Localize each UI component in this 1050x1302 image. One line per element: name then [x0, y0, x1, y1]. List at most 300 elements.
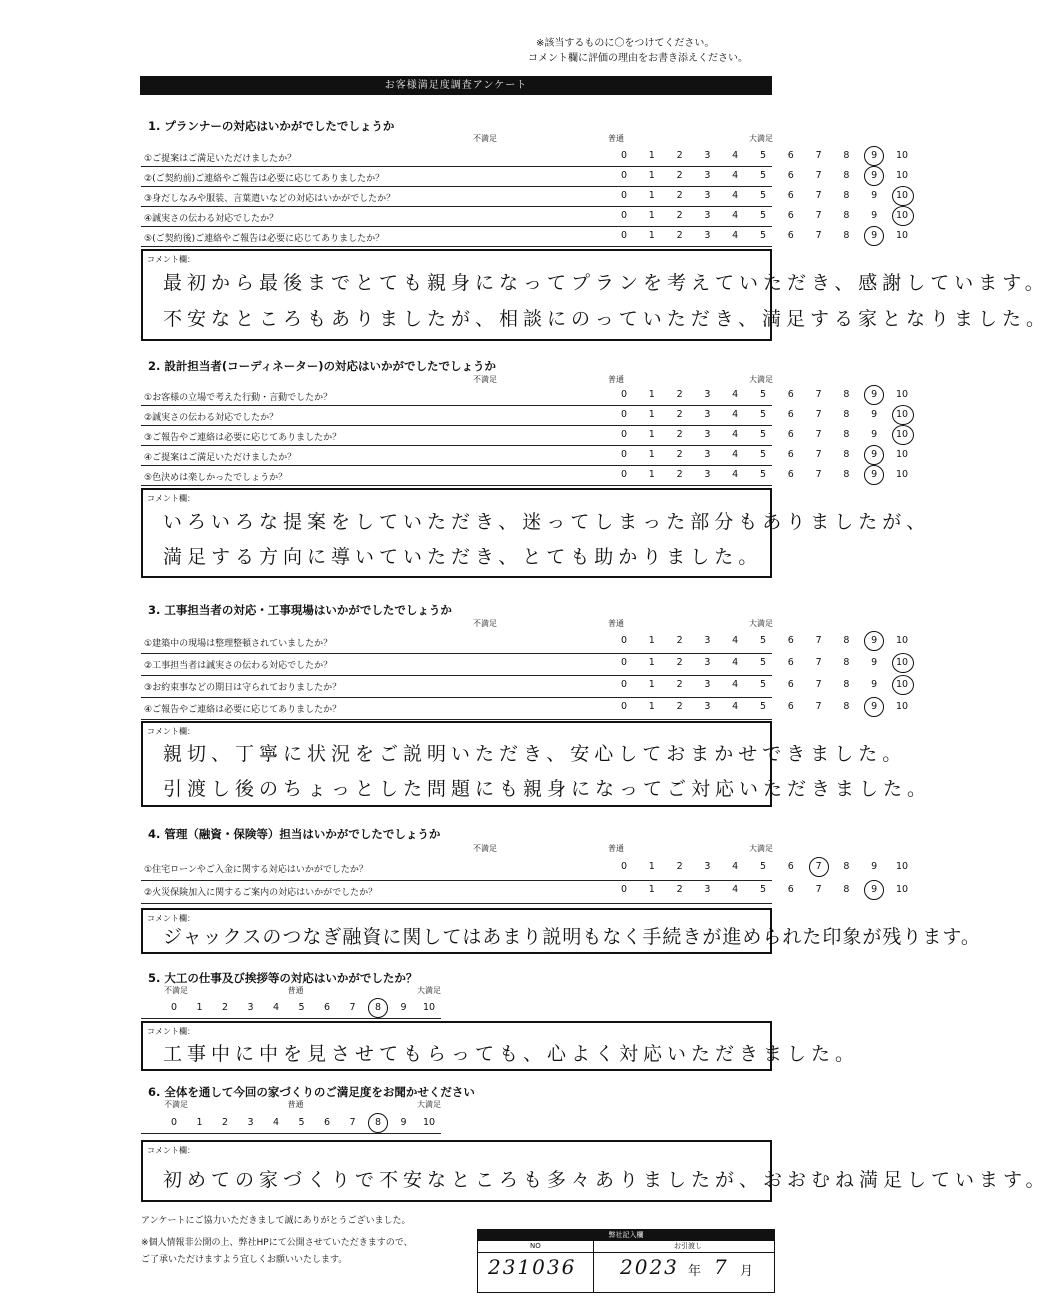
rating-option[interactable]: 2	[676, 389, 683, 400]
rating-option[interactable]: 9	[871, 230, 878, 241]
year-unit: 年	[688, 1264, 704, 1279]
rating-option[interactable]: 9	[871, 679, 878, 690]
instruction-note-circle: ※該当するものに〇をつけてください。	[536, 38, 715, 49]
rating-option[interactable]: 6	[787, 230, 794, 241]
office-use-labels	[478, 1241, 774, 1253]
comment-handwriting: 初めての家づくりで不安なところも多々ありましたが、おおむね満足しています。	[163, 1169, 1050, 1191]
rating-option[interactable]: 2	[676, 449, 683, 460]
question-row	[141, 445, 909, 466]
rating-option[interactable]: 2	[676, 884, 683, 895]
rating-option[interactable]: 7	[815, 429, 822, 440]
rating-option[interactable]: 10	[895, 429, 909, 440]
rating-option[interactable]: 4	[732, 409, 739, 420]
rating-option[interactable]: 8	[843, 701, 850, 712]
rating-option[interactable]: 9	[871, 861, 878, 872]
handover-label: お引渡し	[674, 1242, 702, 1250]
rating-option[interactable]: 10	[895, 861, 909, 872]
rating-option[interactable]: 8	[843, 190, 850, 201]
registration-number: 231036	[488, 1255, 577, 1279]
rating-option[interactable]: 0	[620, 190, 628, 201]
rating-scale	[611, 468, 911, 484]
rating-option[interactable]: 0	[620, 210, 628, 221]
rating-option[interactable]: 3	[704, 657, 711, 668]
rating-option[interactable]: 8	[843, 679, 850, 690]
rating-option[interactable]: 7	[815, 657, 822, 668]
rating-option[interactable]: 8	[843, 429, 850, 440]
rating-option[interactable]: 2	[676, 657, 683, 668]
rating-option[interactable]: 7	[815, 190, 822, 201]
rating-option[interactable]: 1	[648, 389, 655, 400]
comment-box	[141, 1140, 1050, 1202]
question-text: ①お客様の立場で考えた行動・言動でしたか？	[144, 393, 333, 403]
section-title: 4. 管理（融資・保険等）担当はいかがでしたでしょうか	[148, 827, 441, 841]
rating-scale	[611, 209, 911, 225]
rating-option[interactable]: 10	[895, 409, 909, 420]
rating-option[interactable]: 2	[676, 635, 683, 646]
rating-option[interactable]: 5	[759, 230, 767, 241]
rating-option[interactable]: 7	[815, 679, 822, 690]
rating-option[interactable]: 8	[843, 635, 850, 646]
selected-rating-circle	[864, 166, 884, 186]
rating-option[interactable]: 1	[196, 1002, 203, 1013]
rating-option[interactable]: 8	[843, 469, 850, 480]
rating-option[interactable]: 0	[620, 230, 628, 241]
rating-option[interactable]: 1	[196, 1117, 203, 1128]
comment-label: コメント欄：	[147, 1146, 195, 1155]
rating-option[interactable]: 0	[620, 469, 628, 480]
rating-option[interactable]: 3	[704, 150, 711, 161]
rating-option[interactable]: 7	[349, 1117, 356, 1128]
rating-option[interactable]: 10	[895, 210, 909, 221]
rating-option[interactable]: 2	[676, 701, 683, 712]
question-text: ④誠実さの伝わる対応でしたか？	[144, 214, 279, 224]
selected-rating-circle	[892, 425, 914, 445]
rating-option[interactable]: 7	[815, 230, 822, 241]
rating-option[interactable]: 5	[759, 190, 767, 201]
rating-option[interactable]: 10	[895, 679, 909, 690]
comment-handwriting: 最初から最後までとても親身になってプランを考えていただき、感謝しています。	[163, 272, 1049, 294]
selected-rating-circle	[892, 675, 914, 695]
rating-option[interactable]: 9	[871, 884, 878, 895]
rating-option[interactable]: 3	[704, 170, 711, 181]
scale-label-mid: 普通	[608, 134, 624, 143]
comment-handwriting: 工事中に中を見させてもらっても、心よく対応いただきました。	[163, 1043, 860, 1065]
rating-option[interactable]: 3	[704, 679, 711, 690]
scale-label-low: 不満足	[473, 375, 497, 384]
rating-option[interactable]: 6	[787, 469, 794, 480]
rating-option[interactable]: 4	[272, 1002, 280, 1013]
rating-option[interactable]: 2	[676, 679, 683, 690]
rating-option[interactable]: 5	[759, 884, 767, 895]
rating-option[interactable]: 1	[648, 861, 655, 872]
question-text: ⑤色決めは楽しかったでしょうか？	[144, 473, 288, 483]
rating-option[interactable]: 6	[787, 635, 794, 646]
rating-option[interactable]: 10	[422, 1002, 436, 1013]
rating-option[interactable]: 6	[787, 389, 794, 400]
rating-option[interactable]: 2	[676, 409, 683, 420]
rating-option[interactable]: 0	[620, 150, 628, 161]
rating-option[interactable]: 0	[620, 389, 628, 400]
rating-option[interactable]: 4	[732, 884, 739, 895]
selected-rating-circle	[864, 226, 884, 246]
rating-option[interactable]: 1	[648, 469, 655, 480]
rating-option[interactable]: 9	[871, 701, 878, 712]
rating-option[interactable]: 5	[298, 1002, 305, 1013]
selected-rating-circle	[864, 385, 884, 405]
comment-handwriting: 不安なところもありましたが、相談にのっていただき、満足する家となりました。	[163, 308, 1050, 330]
rating-option[interactable]: 0	[620, 657, 628, 668]
rating-option[interactable]: 10	[895, 657, 909, 668]
rating-option[interactable]: 3	[704, 884, 711, 895]
rating-option[interactable]: 4	[732, 230, 739, 241]
rating-option[interactable]: 8	[374, 1117, 382, 1128]
rating-option[interactable]: 10	[895, 469, 909, 480]
rating-option[interactable]: 2	[221, 1002, 229, 1013]
rating-option[interactable]: 10	[895, 190, 909, 201]
rating-option[interactable]: 4	[732, 861, 739, 872]
rating-option[interactable]: 7	[815, 389, 822, 400]
rating-option[interactable]: 1	[648, 409, 655, 420]
rating-option[interactable]: 1	[648, 701, 655, 712]
rating-option[interactable]: 3	[704, 635, 711, 646]
rating-option[interactable]: 2	[221, 1117, 229, 1128]
instruction-note-comment: コメント欄に評価の理由をお書き添えください。	[528, 53, 748, 64]
rating-scale	[611, 229, 911, 245]
rating-option[interactable]: 6	[787, 409, 794, 420]
office-use-divider	[593, 1241, 594, 1292]
rating-option[interactable]: 9	[871, 635, 878, 646]
comment-label: コメント欄：	[147, 255, 195, 264]
rating-option[interactable]: 6	[787, 884, 794, 895]
rating-option[interactable]: 9	[871, 409, 878, 420]
question-row	[141, 385, 909, 406]
comment-handwriting: 満足する方向に導いていただき、とても助かりました。	[163, 546, 763, 568]
office-use-header: 弊社記入欄	[478, 1230, 774, 1241]
rating-option[interactable]: 0	[620, 429, 628, 440]
selected-rating-circle	[892, 186, 914, 206]
rating-option[interactable]: 5	[759, 150, 767, 161]
question-row	[141, 465, 909, 486]
comment-label: コメント欄：	[147, 494, 195, 503]
rating-option[interactable]: 7	[815, 469, 822, 480]
question-text: ①住宅ローンやご入金に関する対応はいかがでしたか？	[144, 865, 368, 875]
question-row	[141, 697, 909, 720]
rating-option[interactable]: 2	[676, 210, 683, 221]
scale-label-low: 不満足	[473, 134, 497, 143]
rating-option[interactable]: 4	[732, 150, 739, 161]
rating-option[interactable]: 9	[400, 1002, 407, 1013]
selected-rating-circle	[864, 697, 884, 717]
rating-option[interactable]: 4	[732, 469, 739, 480]
rating-underline	[141, 1018, 441, 1019]
rating-option[interactable]: 6	[323, 1117, 331, 1128]
rating-option[interactable]: 4	[732, 701, 739, 712]
rating-option[interactable]: 3	[704, 701, 711, 712]
rating-option[interactable]: 1	[648, 210, 655, 221]
rating-option[interactable]: 7	[815, 449, 822, 460]
scale-label-low: 不満足	[473, 844, 497, 853]
question-text: ①ご提案はご満足いただけましたか？	[144, 154, 297, 164]
scale-label-high: 大満足	[749, 619, 773, 628]
rating-option[interactable]: 2	[676, 429, 683, 440]
scale-label-high: 大満足	[749, 844, 773, 853]
rating-option[interactable]: 1	[648, 190, 655, 201]
rating-option[interactable]: 7	[815, 409, 822, 420]
rating-scale	[611, 700, 911, 716]
rating-option[interactable]: 2	[676, 150, 683, 161]
rating-option[interactable]: 10	[895, 170, 909, 181]
rating-option[interactable]: 2	[676, 469, 683, 480]
rating-option[interactable]: 0	[620, 635, 628, 646]
rating-option[interactable]: 0	[620, 861, 628, 872]
rating-option[interactable]: 10	[895, 449, 909, 460]
rating-option[interactable]: 3	[704, 409, 711, 420]
section-title: 2. 設計担当者(コーディネーター)の対応はいかがでしたでしょうか	[148, 359, 496, 373]
rating-option[interactable]: 6	[787, 861, 794, 872]
rating-scale	[611, 428, 911, 444]
rating-option[interactable]: 8	[843, 409, 850, 420]
question-text: ②誠実さの伝わる対応でしたか？	[144, 413, 279, 423]
rating-option[interactable]: 1	[648, 635, 655, 646]
rating-scale	[160, 1116, 440, 1132]
rating-option[interactable]: 6	[787, 170, 794, 181]
rating-scale	[611, 149, 911, 165]
rating-option[interactable]: 6	[787, 701, 794, 712]
privacy-note-line2: ご了承いただけますよう宜しくお願いいたします。	[141, 1255, 348, 1265]
rating-option[interactable]: 9	[871, 657, 878, 668]
rating-option[interactable]: 7	[815, 635, 822, 646]
rating-option[interactable]: 8	[843, 861, 850, 872]
rating-option[interactable]: 0	[620, 701, 628, 712]
scale-label-mid: 普通	[608, 844, 624, 853]
rating-option[interactable]: 6	[787, 190, 794, 201]
scale-label-high: 大満足	[417, 1100, 441, 1109]
rating-option[interactable]: 3	[247, 1117, 254, 1128]
scale-label-low: 不満足	[164, 986, 188, 995]
rating-option[interactable]: 3	[704, 389, 711, 400]
scale-label-mid: 普通	[608, 375, 624, 384]
rating-option[interactable]: 1	[648, 230, 655, 241]
rating-option[interactable]: 0	[620, 170, 628, 181]
rating-option[interactable]: 5	[759, 861, 767, 872]
comment-box	[141, 488, 931, 578]
rating-option[interactable]: 8	[843, 657, 850, 668]
rating-option[interactable]: 6	[787, 679, 794, 690]
rating-option[interactable]: 5	[759, 170, 767, 181]
rating-option[interactable]: 9	[871, 429, 878, 440]
rating-option[interactable]: 4	[732, 190, 739, 201]
rating-option[interactable]: 5	[759, 449, 767, 460]
rating-option[interactable]: 9	[871, 469, 878, 480]
rating-option[interactable]: 10	[895, 635, 909, 646]
rating-option[interactable]: 9	[871, 170, 878, 181]
rating-option[interactable]: 2	[676, 230, 683, 241]
rating-option[interactable]: 9	[871, 190, 878, 201]
scale-label-high: 大満足	[749, 375, 773, 384]
comment-handwriting: ジャックスのつなぎ融資に関してはあまり説明もなく手続きが進められた印象が残ります。	[163, 926, 981, 948]
rating-option[interactable]: 6	[323, 1002, 331, 1013]
rating-option[interactable]: 3	[247, 1002, 254, 1013]
rating-option[interactable]: 8	[843, 150, 850, 161]
question-row	[141, 880, 909, 904]
rating-option[interactable]: 9	[871, 210, 878, 221]
question-text: ②(ご契約前)ご連絡やご報告は必要に応じてありましたか？	[144, 174, 385, 184]
rating-option[interactable]: 3	[704, 190, 711, 201]
rating-option[interactable]: 4	[732, 170, 739, 181]
question-row	[141, 425, 909, 446]
rating-option[interactable]: 4	[732, 210, 739, 221]
rating-option[interactable]: 10	[895, 150, 909, 161]
question-text: ②工事担当者は誠実さの伝わる対応でしたか？	[144, 661, 333, 671]
selected-rating-circle	[864, 146, 884, 166]
rating-option[interactable]: 7	[815, 210, 822, 221]
question-row	[141, 675, 909, 698]
selected-rating-circle	[892, 653, 914, 673]
rating-option[interactable]: 3	[704, 469, 711, 480]
rating-scale	[611, 388, 911, 404]
rating-option[interactable]: 3	[704, 449, 711, 460]
rating-option[interactable]: 6	[787, 449, 794, 460]
rating-option[interactable]: 4	[732, 389, 739, 400]
selected-rating-circle	[864, 465, 884, 485]
question-text: ②火災保険加入に関するご案内の対応はいかがでしたか？	[144, 888, 378, 898]
rating-option[interactable]: 0	[620, 679, 628, 690]
rating-option[interactable]: 5	[759, 635, 767, 646]
rating-option[interactable]: 4	[732, 449, 739, 460]
rating-option[interactable]: 5	[759, 469, 767, 480]
section-title: 3. 工事担当者の対応・工事現場はいかがでしたでしょうか	[148, 603, 452, 617]
rating-option[interactable]: 10	[895, 389, 909, 400]
rating-option[interactable]: 7	[815, 884, 822, 895]
rating-option[interactable]: 1	[648, 884, 655, 895]
rating-option[interactable]: 6	[787, 150, 794, 161]
rating-scale	[611, 408, 911, 424]
comment-label: コメント欄：	[147, 914, 195, 923]
handover-year: 2023	[620, 1255, 679, 1279]
rating-option[interactable]: 4	[272, 1117, 280, 1128]
rating-option[interactable]: 8	[843, 210, 850, 221]
rating-option[interactable]: 4	[732, 429, 739, 440]
rating-option[interactable]: 3	[704, 230, 711, 241]
rating-option[interactable]: 3	[704, 861, 711, 872]
question-row	[141, 206, 909, 227]
rating-option[interactable]: 7	[815, 701, 822, 712]
comment-handwriting: 親切、丁寧に状況をご説明いただき、安心しておまかせできました。	[163, 743, 907, 765]
rating-option[interactable]: 5	[759, 679, 767, 690]
rating-option[interactable]: 8	[843, 449, 850, 460]
rating-option[interactable]: 9	[871, 449, 878, 460]
rating-scale	[611, 656, 911, 672]
rating-option[interactable]: 9	[871, 389, 878, 400]
rating-option[interactable]: 4	[732, 635, 739, 646]
rating-option[interactable]: 0	[620, 884, 628, 895]
rating-scale	[611, 448, 911, 464]
question-row	[141, 631, 909, 654]
rating-option[interactable]: 7	[815, 150, 822, 161]
rating-option[interactable]: 6	[787, 657, 794, 668]
question-row	[141, 857, 909, 881]
rating-option[interactable]: 5	[759, 701, 767, 712]
question-row	[141, 166, 909, 187]
rating-option[interactable]: 7	[815, 861, 822, 872]
rating-option[interactable]: 10	[422, 1117, 436, 1128]
rating-scale	[611, 860, 911, 876]
rating-option[interactable]: 5	[759, 389, 767, 400]
rating-option[interactable]: 7	[349, 1002, 356, 1013]
section-title: 5. 大工の仕事及び挨拶等の対応はいかがでしたか？	[148, 971, 418, 985]
month-unit: 月	[740, 1264, 756, 1279]
selected-rating-circle	[864, 880, 884, 900]
rating-option[interactable]: 10	[895, 701, 909, 712]
rating-option[interactable]: 8	[843, 230, 850, 241]
rating-option[interactable]: 10	[895, 884, 909, 895]
question-row	[141, 146, 909, 167]
rating-option[interactable]: 2	[676, 170, 683, 181]
rating-option[interactable]: 4	[732, 657, 739, 668]
selected-rating-circle	[809, 857, 829, 877]
rating-option[interactable]: 8	[843, 884, 850, 895]
rating-option[interactable]: 9	[871, 150, 878, 161]
rating-option[interactable]: 1	[648, 657, 655, 668]
comment-box	[141, 908, 981, 954]
rating-option[interactable]: 8	[374, 1002, 382, 1013]
rating-option[interactable]: 0	[620, 409, 628, 420]
no-label: NO	[530, 1242, 541, 1250]
rating-option[interactable]: 5	[298, 1117, 305, 1128]
rating-option[interactable]: 6	[787, 210, 794, 221]
question-text: ④ご提案はご満足いただけましたか？	[144, 453, 297, 463]
comment-label: コメント欄：	[147, 1027, 195, 1036]
rating-option[interactable]: 1	[648, 429, 655, 440]
scale-label-low: 不満足	[473, 619, 497, 628]
rating-option[interactable]: 5	[759, 210, 767, 221]
rating-option[interactable]: 2	[676, 861, 683, 872]
rating-option[interactable]: 8	[843, 389, 850, 400]
rating-option[interactable]: 1	[648, 449, 655, 460]
rating-option[interactable]: 0	[620, 449, 628, 460]
rating-option[interactable]: 3	[704, 429, 711, 440]
rating-option[interactable]: 1	[648, 170, 655, 181]
selected-rating-circle	[864, 445, 884, 465]
scale-label-mid: 普通	[287, 986, 304, 995]
rating-option[interactable]: 0	[170, 1117, 178, 1128]
rating-option[interactable]: 2	[676, 190, 683, 201]
rating-option[interactable]: 5	[759, 429, 767, 440]
rating-option[interactable]: 5	[759, 409, 767, 420]
rating-option[interactable]: 9	[400, 1117, 407, 1128]
rating-option[interactable]: 3	[704, 210, 711, 221]
rating-option[interactable]: 7	[815, 170, 822, 181]
question-row	[141, 405, 909, 426]
section-title: 6. 全体を通して今回の家づくりのご満足度をお聞かせください	[148, 1085, 475, 1099]
comment-box	[141, 1021, 860, 1071]
rating-option[interactable]: 4	[732, 679, 739, 690]
rating-option[interactable]: 1	[648, 150, 655, 161]
rating-option[interactable]: 8	[843, 170, 850, 181]
comment-handwriting: いろいろな提案をしていただき、迷ってしまった部分もありましたが、	[163, 511, 931, 533]
rating-option[interactable]: 10	[895, 230, 909, 241]
thanks-text: アンケートにご協力いただきまして誠にありがとうございました。	[141, 1216, 411, 1226]
rating-option[interactable]: 5	[759, 657, 767, 668]
rating-option[interactable]: 0	[170, 1002, 178, 1013]
question-text: ③身だしなみや服装、言葉遣いなどの対応はいかがでしたか？	[144, 194, 396, 204]
rating-option[interactable]: 6	[787, 429, 794, 440]
scale-label-low: 不満足	[164, 1100, 188, 1109]
rating-option[interactable]: 1	[648, 679, 655, 690]
rating-scale	[611, 189, 911, 205]
rating-scale	[611, 678, 911, 694]
rating-scale	[611, 634, 911, 650]
